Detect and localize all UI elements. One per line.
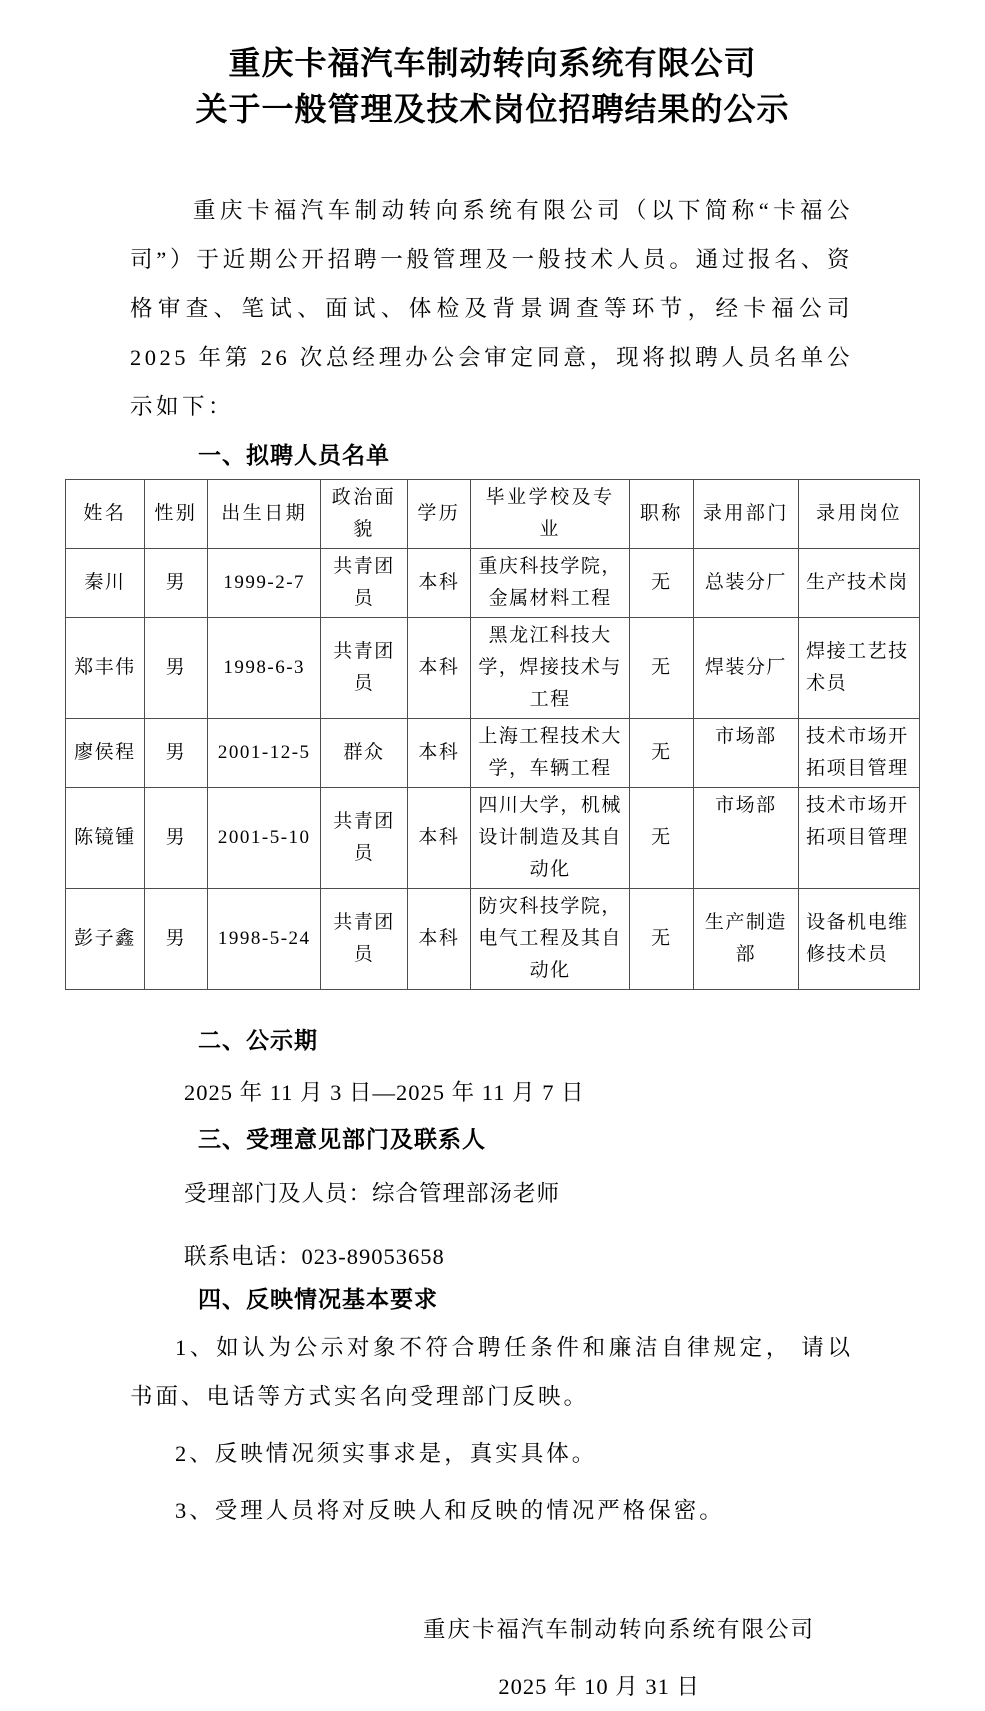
table-cell: 防灾科技学院，电气工程及其自动化 bbox=[471, 889, 630, 990]
table-cell: 彭子鑫 bbox=[66, 889, 145, 990]
table-cell: 男 bbox=[144, 618, 207, 719]
candidates-table bbox=[65, 479, 920, 990]
requirement-item: 3、受理人员将对反映人和反映的情况严格保密。 bbox=[175, 1498, 725, 1523]
column-header: 性别 bbox=[144, 480, 207, 549]
table-cell: 男 bbox=[144, 549, 207, 618]
table-cell: 本科 bbox=[407, 788, 470, 889]
table-cell: 本科 bbox=[407, 889, 470, 990]
table-cell: 共青团员 bbox=[321, 549, 407, 618]
section-2-heading: 二、公示期 bbox=[198, 1028, 318, 1054]
table-cell: 2001-12-5 bbox=[208, 719, 321, 788]
table-cell: 无 bbox=[630, 549, 693, 618]
table-cell: 总装分厂 bbox=[693, 549, 799, 618]
footer-company-signature: 重庆卡福汽车制动转向系统有限公司 bbox=[422, 1617, 815, 1642]
table-cell: 重庆科技学院，金属材料工程 bbox=[471, 549, 630, 618]
table-cell: 技术市场开拓项目管理 bbox=[799, 719, 920, 788]
requirements-list bbox=[0, 1323, 985, 1535]
table-header-row bbox=[66, 480, 920, 549]
table-cell: 无 bbox=[630, 788, 693, 889]
table-cell: 2001-5-10 bbox=[208, 788, 321, 889]
requirement-item: 2、反映情况须实事求是，真实具体。 bbox=[175, 1441, 598, 1466]
table-cell: 生产制造部 bbox=[693, 889, 799, 990]
column-header: 学历 bbox=[407, 480, 470, 549]
column-header: 姓名 bbox=[66, 480, 145, 549]
table-cell: 设备机电维修技术员 bbox=[799, 889, 920, 990]
document-page bbox=[0, 40, 985, 1699]
table-cell: 焊装分厂 bbox=[693, 618, 799, 719]
column-header: 录用岗位 bbox=[799, 480, 920, 549]
table-cell: 四川大学，机械设计制造及其自动化 bbox=[471, 788, 630, 889]
contact-department-line: 受理部门及人员：综合管理部汤老师 bbox=[184, 1181, 561, 1206]
table-cell: 技术市场开拓项目管理 bbox=[799, 788, 920, 889]
table-row bbox=[66, 889, 920, 990]
column-header: 录用部门 bbox=[693, 480, 799, 549]
table-cell: 共青团员 bbox=[321, 889, 407, 990]
table-cell: 焊接工艺技术员 bbox=[799, 618, 920, 719]
title-line-1: 重庆卡福汽车制动转向系统有限公司 bbox=[228, 44, 757, 82]
table-cell: 男 bbox=[144, 788, 207, 889]
table-cell: 共青团员 bbox=[321, 618, 407, 719]
table-cell: 陈镜锺 bbox=[66, 788, 145, 889]
table-row bbox=[66, 788, 920, 889]
table-cell: 1998-6-3 bbox=[208, 618, 321, 719]
table-cell: 1998-5-24 bbox=[208, 889, 321, 990]
table-cell: 廖侯程 bbox=[66, 719, 145, 788]
table-cell: 本科 bbox=[407, 618, 470, 719]
table-cell: 1999-2-7 bbox=[208, 549, 321, 618]
table-cell: 秦川 bbox=[66, 549, 145, 618]
table-cell: 无 bbox=[630, 719, 693, 788]
table-cell: 本科 bbox=[407, 549, 470, 618]
table-cell: 郑丰伟 bbox=[66, 618, 145, 719]
column-header: 政治面貌 bbox=[321, 480, 407, 549]
table-cell: 群众 bbox=[321, 719, 407, 788]
table-cell: 无 bbox=[630, 618, 693, 719]
publicity-period: 2025 年 11 月 3 日—2025 年 11 月 7 日 bbox=[184, 1080, 585, 1105]
table-cell: 无 bbox=[630, 889, 693, 990]
table-cell: 男 bbox=[144, 889, 207, 990]
section-1-heading: 一、拟聘人员名单 bbox=[198, 443, 390, 469]
table-cell: 上海工程技术大学，车辆工程 bbox=[471, 719, 630, 788]
table-cell: 市场部 bbox=[693, 788, 799, 889]
intro-paragraph: 重庆卡福汽车制动转向系统有限公司（以下简称“卡福公司”）于近期公开招聘一般管理及一般技术人员。通过报名、资格审查、笔试、面试、体检及背景调查等环节，经卡福公司 2025 年第 26 次总经理办公会审定同意，现将拟聘人员名单公示如下： bbox=[130, 198, 853, 419]
title-line-2: 关于一般管理及技术岗位招聘结果的公示 bbox=[195, 90, 790, 128]
column-header: 出生日期 bbox=[208, 480, 321, 549]
table-cell: 市场部 bbox=[693, 719, 799, 788]
table-cell: 黑龙江科技大学，焊接技术与工程 bbox=[471, 618, 630, 719]
table-row bbox=[66, 618, 920, 719]
table-cell: 本科 bbox=[407, 719, 470, 788]
column-header: 毕业学校及专业 bbox=[471, 480, 630, 549]
requirement-item: 1、如认为公示对象不符合聘任条件和廉洁自律规定， 请以书面、电话等方式实名向受理部门反映。 bbox=[130, 1335, 853, 1409]
table-row bbox=[66, 549, 920, 618]
table-body bbox=[66, 549, 920, 990]
footer-date: 2025 年 10 月 31 日 bbox=[498, 1674, 700, 1699]
table-cell: 男 bbox=[144, 719, 207, 788]
section-4-heading: 四、反映情况基本要求 bbox=[198, 1287, 438, 1313]
table-cell: 共青团员 bbox=[321, 788, 407, 889]
document-title bbox=[40, 40, 945, 132]
column-header: 职称 bbox=[630, 480, 693, 549]
table-row bbox=[66, 719, 920, 788]
section-3-heading: 三、受理意见部门及联系人 bbox=[198, 1127, 486, 1153]
table-cell: 生产技术岗 bbox=[799, 549, 920, 618]
contact-phone-line: 联系电话：023-89053658 bbox=[184, 1244, 445, 1269]
